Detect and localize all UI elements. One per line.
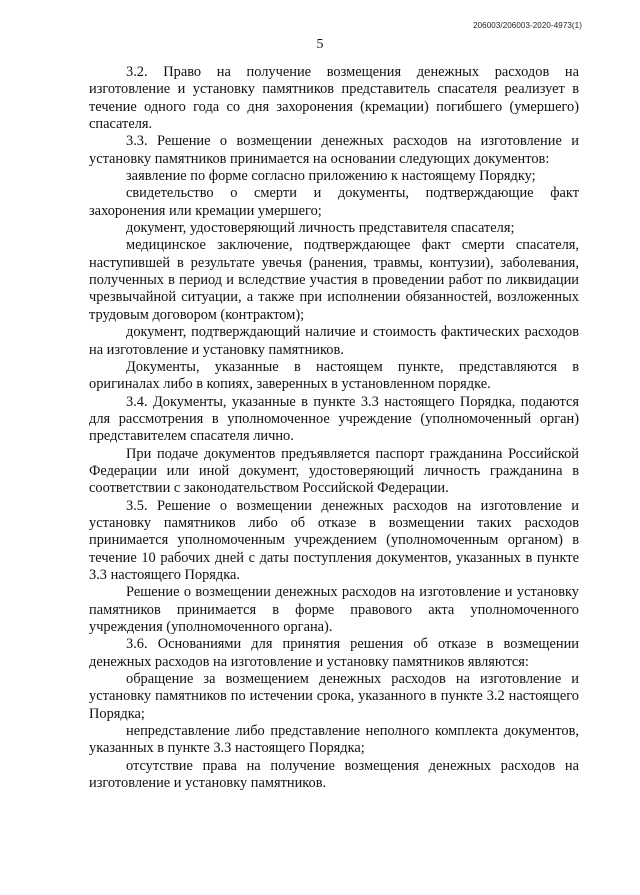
page-number: 5 xyxy=(316,37,324,52)
list-item-death-certificate: свидетельство о смерти и документы, подтверждающие факт захоронения или кремации умершего; xyxy=(89,185,579,219)
paragraph-passport: При подаче документов предъявляется паспорт гражданина Российской Федерации или иной документ, удостоверяющий личность гражданина в соответствии с законодательством Российской Федерации. xyxy=(89,445,579,497)
list-item-medical-report: медицинское заключение, подтверждающее факт смерти спасателя, наступившей в результате увечья (ранения, травмы, контузии), заболевания, полученных в период и вследствие участия в проведении работ по ликвидации чрезвычайной ситуации, а также при исполнении обязанностей, возложенных трудовым договором (контрактом); xyxy=(89,237,579,323)
list-item-application: заявление по форме согласно приложению к настоящему Порядку; xyxy=(126,168,536,185)
list-item-late-application: обращение за возмещением денежных расходов на изготовление и установку памятников по истечении срока, указанного в пункте 3.2 настоящего Порядка; xyxy=(89,671,579,722)
document-id: 206003/206003-2020-4973(1) xyxy=(473,21,582,30)
document-body xyxy=(89,64,579,792)
paragraph-3-5: 3.5. Решение о возмещении денежных расходов на изготовление и установку памятников либо об отказе в возмещении таких расходов принимается уполномоченным учреждением (уполномоченным органом) в течение 10 рабочих дней с даты поступления документов, указанных в пункте 3.3 настоящего Порядка. xyxy=(89,497,579,583)
paragraph-3-6: 3.6. Основаниями для принятия решения об отказе в возмещении денежных расходов на изготовление и установку памятников являются: xyxy=(89,636,579,670)
paragraph-3-2: 3.2. Право на получение возмещения денежных расходов на изготовление и установку памятников представитель спасателя реализует в течение одного года со дня захоронения (кремации) погибшего (умершего) спасателя. xyxy=(89,64,579,133)
list-item-expense-document: документ, подтверждающий наличие и стоимость фактических расходов на изготовление и установку памятников. xyxy=(89,324,579,358)
paragraph-decision-form: Решение о возмещении денежных расходов на изготовление и установку памятников принимается в форме правового акта уполномоченного учреждения (уполномоченного органа). xyxy=(89,584,579,635)
list-item-no-right: отсутствие права на получение возмещения денежных расходов на изготовление и установку памятников. xyxy=(89,757,579,792)
list-item-identity-document: документ, удостоверяющий личность представителя спасателя; xyxy=(126,220,515,237)
paragraph-documents-form: Документы, указанные в настоящем пункте, представляются в оригиналах либо в копиях, заверенных в установленном порядке. xyxy=(89,358,579,393)
paragraph-3-3: 3.3. Решение о возмещении денежных расходов на изготовление и установку памятников принимается на основании следующих документов: xyxy=(89,133,579,167)
paragraph-3-4: 3.4. Документы, указанные в пункте 3.3 настоящего Порядка, подаются для рассмотрения в уполномоченное учреждение (уполномоченный орган) представителем спасателя лично. xyxy=(89,393,579,445)
list-item-incomplete-documents: непредставление либо представление неполного комплекта документов, указанных в пункте 3.3 настоящего Порядка; xyxy=(89,723,579,757)
